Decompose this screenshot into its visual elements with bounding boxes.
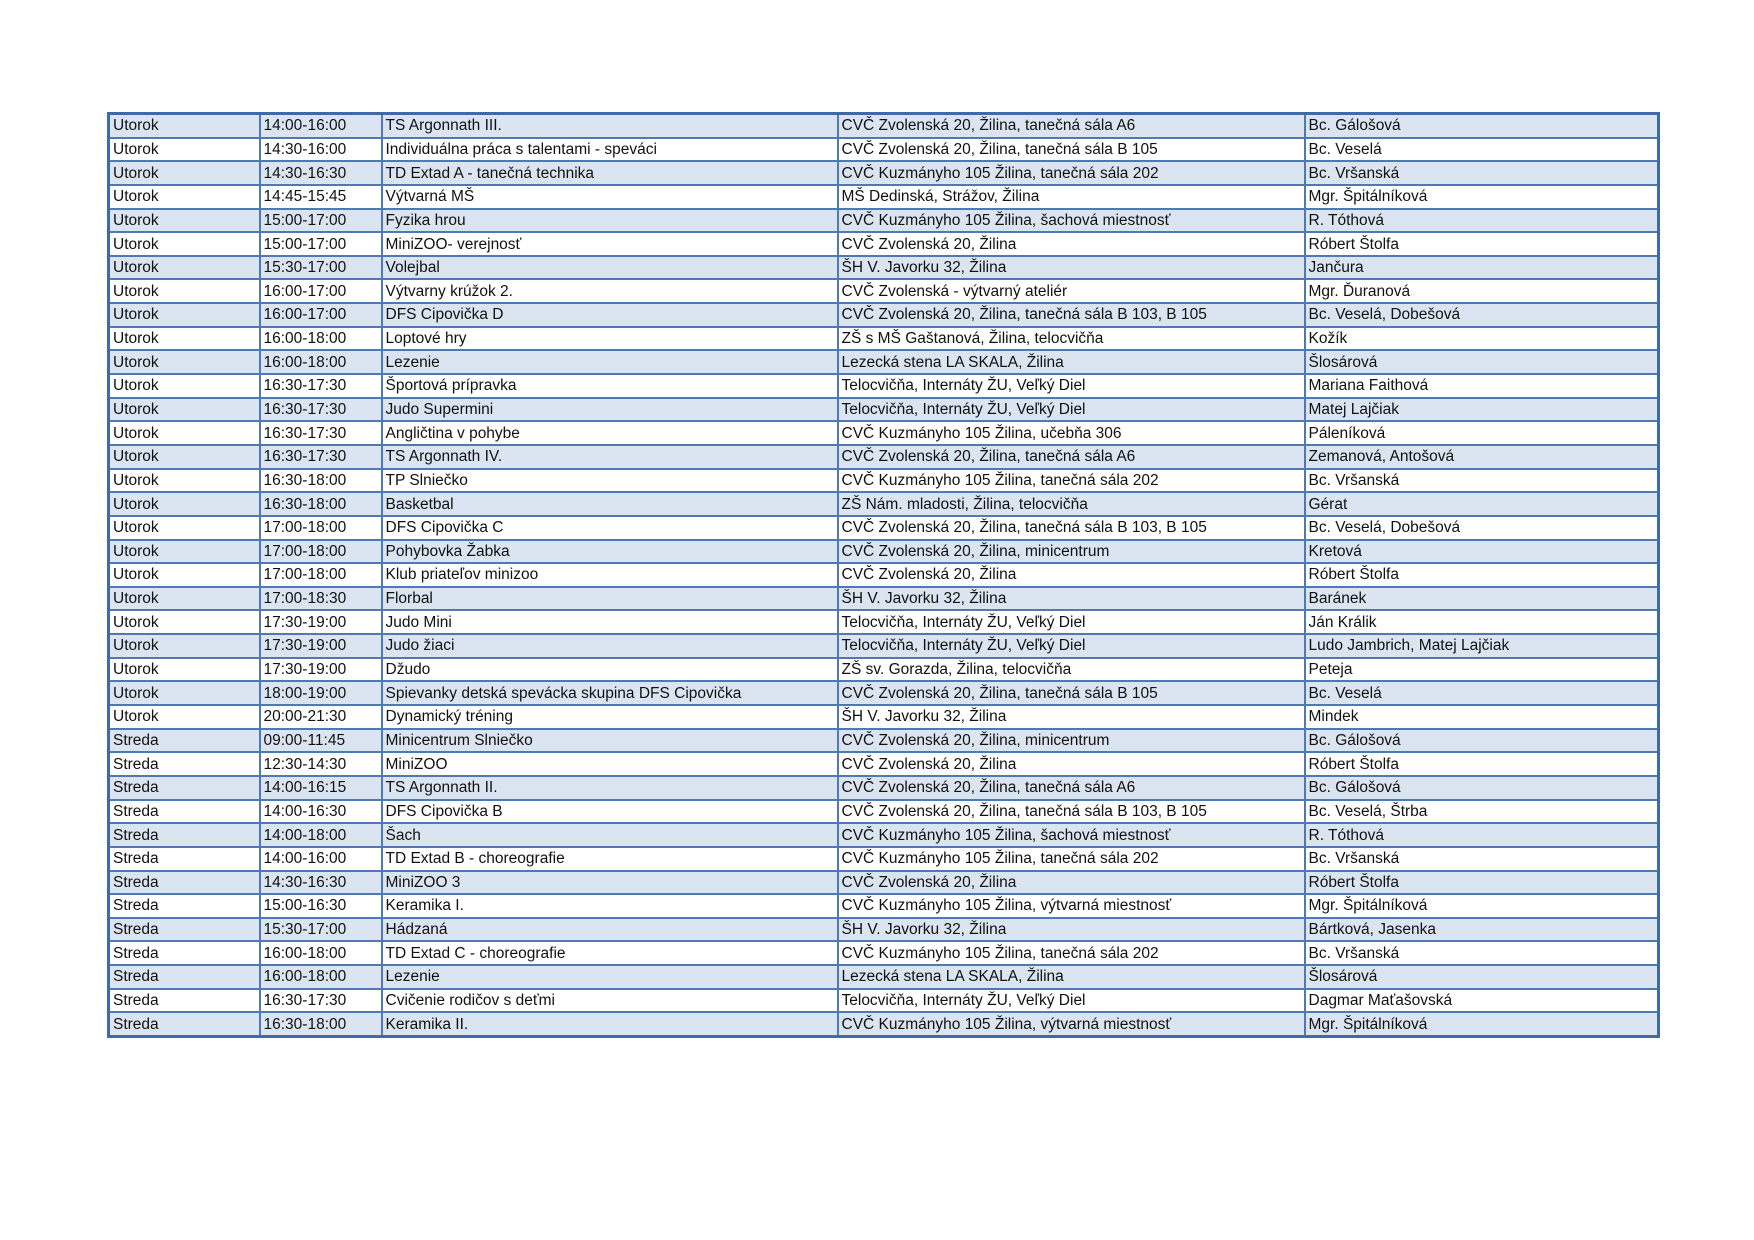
table-row [109, 894, 1659, 918]
teacher-cell: Zemanová, Antošová [1305, 445, 1659, 469]
table-row [109, 185, 1659, 209]
time-cell: 16:00-18:00 [260, 327, 382, 351]
activity-cell: Spievanky detská spevácka skupina DFS Cipovička [382, 681, 838, 705]
day-cell: Streda [109, 965, 260, 989]
activity-cell: TD Extad B - choreografie [382, 847, 838, 871]
time-cell: 17:00-18:00 [260, 540, 382, 564]
teacher-cell: Róbert Štolfa [1305, 871, 1659, 895]
day-cell: Utorok [109, 279, 260, 303]
table-row [109, 209, 1659, 233]
teacher-cell: Kožík [1305, 327, 1659, 351]
place-cell: CVČ Zvolenská 20, Žilina, minicentrum [838, 729, 1305, 753]
time-cell: 16:00-18:00 [260, 941, 382, 965]
place-cell: ZŠ Nám. mladosti, Žilina, telocvičňa [838, 492, 1305, 516]
time-cell: 15:00-16:30 [260, 894, 382, 918]
table-row [109, 279, 1659, 303]
time-cell: 14:00-16:30 [260, 800, 382, 824]
activity-cell: Lezenie [382, 965, 838, 989]
place-cell: CVČ Zvolenská - výtvarný ateliér [838, 279, 1305, 303]
place-cell: CVČ Kuzmányho 105 Žilina, šachová miestnosť [838, 823, 1305, 847]
place-cell: Telocvičňa, Internáty ŽU, Veľký Diel [838, 610, 1305, 634]
day-cell: Streda [109, 823, 260, 847]
teacher-cell: Mgr. Špitálníková [1305, 185, 1659, 209]
teacher-cell: Ludo Jambrich, Matej Lajčiak [1305, 634, 1659, 658]
time-cell: 17:30-19:00 [260, 658, 382, 682]
table-row [109, 823, 1659, 847]
day-cell: Utorok [109, 114, 260, 138]
activity-cell: Džudo [382, 658, 838, 682]
place-cell: Telocvičňa, Internáty ŽU, Veľký Diel [838, 398, 1305, 422]
day-cell: Utorok [109, 516, 260, 540]
teacher-cell: Peteja [1305, 658, 1659, 682]
time-cell: 14:30-16:30 [260, 161, 382, 185]
day-cell: Streda [109, 1012, 260, 1036]
activity-cell: DFS Cipovička D [382, 303, 838, 327]
teacher-cell: Bártková, Jasenka [1305, 918, 1659, 942]
activity-cell: TP Slniečko [382, 469, 838, 493]
time-cell: 15:00-17:00 [260, 209, 382, 233]
teacher-cell: Bc. Vršanská [1305, 161, 1659, 185]
day-cell: Utorok [109, 161, 260, 185]
table-row [109, 965, 1659, 989]
activity-cell: Judo Supermini [382, 398, 838, 422]
place-cell: CVČ Kuzmányho 105 Žilina, šachová miestnosť [838, 209, 1305, 233]
activity-cell: Judo Mini [382, 610, 838, 634]
day-cell: Utorok [109, 185, 260, 209]
day-cell: Utorok [109, 303, 260, 327]
activity-cell: TS Argonnath II. [382, 776, 838, 800]
table-row [109, 540, 1659, 564]
day-cell: Utorok [109, 209, 260, 233]
time-cell: 18:00-19:00 [260, 681, 382, 705]
teacher-cell: Matej Lajčiak [1305, 398, 1659, 422]
table-row [109, 847, 1659, 871]
activity-cell: Pohybovka Žabka [382, 540, 838, 564]
place-cell: ŠH V. Javorku 32, Žilina [838, 256, 1305, 280]
teacher-cell: Dagmar Maťašovská [1305, 989, 1659, 1013]
time-cell: 15:30-17:00 [260, 256, 382, 280]
time-cell: 16:30-17:30 [260, 445, 382, 469]
teacher-cell: Bc. Gálošová [1305, 114, 1659, 138]
time-cell: 09:00-11:45 [260, 729, 382, 753]
activity-cell: Loptové hry [382, 327, 838, 351]
time-cell: 16:00-18:00 [260, 965, 382, 989]
place-cell: CVČ Zvolenská 20, Žilina, tanečná sála B 105 [838, 138, 1305, 162]
day-cell: Utorok [109, 705, 260, 729]
table-row [109, 469, 1659, 493]
teacher-cell: Bc. Veselá, Dobešová [1305, 516, 1659, 540]
place-cell: Lezecká stena LA SKALA, Žilina [838, 350, 1305, 374]
place-cell: Telocvičňa, Internáty ŽU, Veľký Diel [838, 634, 1305, 658]
activity-cell: Keramika I. [382, 894, 838, 918]
teacher-cell: Páleníková [1305, 421, 1659, 445]
time-cell: 16:30-18:00 [260, 492, 382, 516]
activity-cell: Športová prípravka [382, 374, 838, 398]
place-cell: CVČ Zvolenská 20, Žilina [838, 871, 1305, 895]
teacher-cell: Róbert Štolfa [1305, 232, 1659, 256]
time-cell: 14:30-16:00 [260, 138, 382, 162]
day-cell: Utorok [109, 658, 260, 682]
table-row [109, 634, 1659, 658]
table-row [109, 705, 1659, 729]
table-row [109, 681, 1659, 705]
activity-cell: TS Argonnath III. [382, 114, 838, 138]
teacher-cell: Bc. Veselá, Štrba [1305, 800, 1659, 824]
teacher-cell: Šlosárová [1305, 965, 1659, 989]
place-cell: CVČ Kuzmányho 105 Žilina, učebňa 306 [838, 421, 1305, 445]
table-row [109, 871, 1659, 895]
place-cell: CVČ Zvolenská 20, Žilina, tanečná sála B 103, B 105 [838, 516, 1305, 540]
day-cell: Streda [109, 941, 260, 965]
time-cell: 20:00-21:30 [260, 705, 382, 729]
activity-cell: Basketbal [382, 492, 838, 516]
teacher-cell: Mariana Faithová [1305, 374, 1659, 398]
time-cell: 16:00-17:00 [260, 279, 382, 303]
place-cell: CVČ Zvolenská 20, Žilina, tanečná sála A6 [838, 445, 1305, 469]
time-cell: 14:30-16:30 [260, 871, 382, 895]
table-row [109, 610, 1659, 634]
place-cell: MŠ Dedinská, Strážov, Žilina [838, 185, 1305, 209]
time-cell: 17:00-18:00 [260, 516, 382, 540]
place-cell: CVČ Zvolenská 20, Žilina, tanečná sála A6 [838, 114, 1305, 138]
place-cell: CVČ Zvolenská 20, Žilina [838, 232, 1305, 256]
activity-cell: DFS Cipovička C [382, 516, 838, 540]
table-row [109, 1012, 1659, 1036]
table-row [109, 729, 1659, 753]
day-cell: Utorok [109, 421, 260, 445]
table-row [109, 516, 1659, 540]
day-cell: Utorok [109, 610, 260, 634]
day-cell: Utorok [109, 540, 260, 564]
teacher-cell: Šlosárová [1305, 350, 1659, 374]
day-cell: Utorok [109, 563, 260, 587]
activity-cell: Cvičenie rodičov s deťmi [382, 989, 838, 1013]
table-row [109, 776, 1659, 800]
day-cell: Streda [109, 800, 260, 824]
day-cell: Streda [109, 871, 260, 895]
time-cell: 14:00-16:00 [260, 114, 382, 138]
activity-cell: TD Extad A - tanečná technika [382, 161, 838, 185]
table-row [109, 327, 1659, 351]
teacher-cell: Mgr. Špitálníková [1305, 894, 1659, 918]
teacher-cell: Bc. Gálošová [1305, 729, 1659, 753]
activity-cell: Volejbal [382, 256, 838, 280]
day-cell: Utorok [109, 445, 260, 469]
place-cell: CVČ Zvolenská 20, Žilina, tanečná sála A6 [838, 776, 1305, 800]
table-row [109, 918, 1659, 942]
teacher-cell: Bc. Veselá, Dobešová [1305, 303, 1659, 327]
day-cell: Streda [109, 918, 260, 942]
activity-cell: Fyzika hrou [382, 209, 838, 233]
place-cell: CVČ Kuzmányho 105 Žilina, výtvarná miestnosť [838, 894, 1305, 918]
activity-cell: TS Argonnath IV. [382, 445, 838, 469]
place-cell: CVČ Zvolenská 20, Žilina, tanečná sála B 105 [838, 681, 1305, 705]
day-cell: Utorok [109, 681, 260, 705]
place-cell: Telocvičňa, Internáty ŽU, Veľký Diel [838, 989, 1305, 1013]
place-cell: ZŠ s MŠ Gaštanová, Žilina, telocvičňa [838, 327, 1305, 351]
teacher-cell: Mgr. Špitálníková [1305, 1012, 1659, 1036]
place-cell: CVČ Zvolenská 20, Žilina, tanečná sála B 103, B 105 [838, 303, 1305, 327]
table-row [109, 256, 1659, 280]
time-cell: 17:30-19:00 [260, 610, 382, 634]
place-cell: CVČ Zvolenská 20, Žilina, minicentrum [838, 540, 1305, 564]
day-cell: Utorok [109, 350, 260, 374]
activity-cell: Výtvarná MŠ [382, 185, 838, 209]
place-cell: CVČ Kuzmányho 105 Žilina, výtvarná miestnosť [838, 1012, 1305, 1036]
time-cell: 16:30-17:30 [260, 374, 382, 398]
teacher-cell: Róbert Štolfa [1305, 752, 1659, 776]
time-cell: 17:00-18:30 [260, 587, 382, 611]
table-row [109, 232, 1659, 256]
place-cell: CVČ Kuzmányho 105 Žilina, tanečná sála 202 [838, 847, 1305, 871]
place-cell: ŠH V. Javorku 32, Žilina [838, 918, 1305, 942]
time-cell: 16:30-17:30 [260, 421, 382, 445]
day-cell: Utorok [109, 327, 260, 351]
teacher-cell: Mindek [1305, 705, 1659, 729]
teacher-cell: Jančura [1305, 256, 1659, 280]
place-cell: ŠH V. Javorku 32, Žilina [838, 705, 1305, 729]
day-cell: Utorok [109, 587, 260, 611]
activity-cell: DFS Cipovička B [382, 800, 838, 824]
table-row [109, 350, 1659, 374]
time-cell: 15:00-17:00 [260, 232, 382, 256]
place-cell: ZŠ sv. Gorazda, Žilina, telocvičňa [838, 658, 1305, 682]
time-cell: 16:00-17:00 [260, 303, 382, 327]
teacher-cell: R. Tóthová [1305, 209, 1659, 233]
day-cell: Utorok [109, 256, 260, 280]
day-cell: Utorok [109, 232, 260, 256]
day-cell: Utorok [109, 492, 260, 516]
teacher-cell: Bc. Vršanská [1305, 941, 1659, 965]
activity-cell: MiniZOO- verejnosť [382, 232, 838, 256]
place-cell: Telocvičňa, Internáty ŽU, Veľký Diel [838, 374, 1305, 398]
activity-cell: Florbal [382, 587, 838, 611]
time-cell: 14:00-18:00 [260, 823, 382, 847]
time-cell: 16:30-17:30 [260, 398, 382, 422]
day-cell: Streda [109, 752, 260, 776]
teacher-cell: Baránek [1305, 587, 1659, 611]
activity-cell: MiniZOO [382, 752, 838, 776]
place-cell: CVČ Kuzmányho 105 Žilina, tanečná sála 202 [838, 941, 1305, 965]
place-cell: ŠH V. Javorku 32, Žilina [838, 587, 1305, 611]
place-cell: CVČ Kuzmányho 105 Žilina, tanečná sála 202 [838, 469, 1305, 493]
day-cell: Streda [109, 776, 260, 800]
schedule-table [107, 112, 1660, 1038]
time-cell: 15:30-17:00 [260, 918, 382, 942]
time-cell: 16:30-17:30 [260, 989, 382, 1013]
activity-cell: Výtvarny krúžok 2. [382, 279, 838, 303]
day-cell: Utorok [109, 138, 260, 162]
teacher-cell: Mgr. Ďuranová [1305, 279, 1659, 303]
day-cell: Streda [109, 847, 260, 871]
table-row [109, 989, 1659, 1013]
time-cell: 16:30-18:00 [260, 469, 382, 493]
table-row [109, 658, 1659, 682]
teacher-cell: Gérat [1305, 492, 1659, 516]
day-cell: Utorok [109, 374, 260, 398]
activity-cell: Šach [382, 823, 838, 847]
day-cell: Streda [109, 894, 260, 918]
time-cell: 14:00-16:00 [260, 847, 382, 871]
place-cell: CVČ Zvolenská 20, Žilina [838, 752, 1305, 776]
teacher-cell: Bc. Veselá [1305, 681, 1659, 705]
teacher-cell: Róbert Štolfa [1305, 563, 1659, 587]
activity-cell: Individuálna práca s talentami - speváci [382, 138, 838, 162]
table-row [109, 138, 1659, 162]
activity-cell: Dynamický tréning [382, 705, 838, 729]
table-row [109, 114, 1659, 138]
table-row [109, 161, 1659, 185]
table-row [109, 445, 1659, 469]
table-row [109, 587, 1659, 611]
activity-cell: Hádzaná [382, 918, 838, 942]
activity-cell: Lezenie [382, 350, 838, 374]
place-cell: Lezecká stena LA SKALA, Žilina [838, 965, 1305, 989]
place-cell: CVČ Kuzmányho 105 Žilina, tanečná sála 202 [838, 161, 1305, 185]
time-cell: 17:00-18:00 [260, 563, 382, 587]
time-cell: 16:00-18:00 [260, 350, 382, 374]
place-cell: CVČ Zvolenská 20, Žilina [838, 563, 1305, 587]
activity-cell: Keramika II. [382, 1012, 838, 1036]
table-row [109, 398, 1659, 422]
table-row [109, 421, 1659, 445]
teacher-cell: Bc. Vršanská [1305, 847, 1659, 871]
day-cell: Streda [109, 989, 260, 1013]
table-row [109, 752, 1659, 776]
teacher-cell: R. Tóthová [1305, 823, 1659, 847]
table-row [109, 492, 1659, 516]
activity-cell: MiniZOO 3 [382, 871, 838, 895]
time-cell: 14:00-16:15 [260, 776, 382, 800]
table-row [109, 374, 1659, 398]
schedule-body [109, 114, 1659, 1037]
table-row [109, 303, 1659, 327]
time-cell: 12:30-14:30 [260, 752, 382, 776]
activity-cell: Angličtina v pohybe [382, 421, 838, 445]
teacher-cell: Bc. Vršanská [1305, 469, 1659, 493]
time-cell: 14:45-15:45 [260, 185, 382, 209]
teacher-cell: Bc. Veselá [1305, 138, 1659, 162]
day-cell: Utorok [109, 634, 260, 658]
activity-cell: Klub priateľov minizoo [382, 563, 838, 587]
table-row [109, 941, 1659, 965]
teacher-cell: Ján Králik [1305, 610, 1659, 634]
activity-cell: Minicentrum Slniečko [382, 729, 838, 753]
teacher-cell: Bc. Gálošová [1305, 776, 1659, 800]
time-cell: 17:30-19:00 [260, 634, 382, 658]
table-row [109, 563, 1659, 587]
activity-cell: Judo žiaci [382, 634, 838, 658]
day-cell: Streda [109, 729, 260, 753]
time-cell: 16:30-18:00 [260, 1012, 382, 1036]
day-cell: Utorok [109, 398, 260, 422]
teacher-cell: Kretová [1305, 540, 1659, 564]
activity-cell: TD Extad C - choreografie [382, 941, 838, 965]
table-row [109, 800, 1659, 824]
day-cell: Utorok [109, 469, 260, 493]
place-cell: CVČ Zvolenská 20, Žilina, tanečná sála B 103, B 105 [838, 800, 1305, 824]
